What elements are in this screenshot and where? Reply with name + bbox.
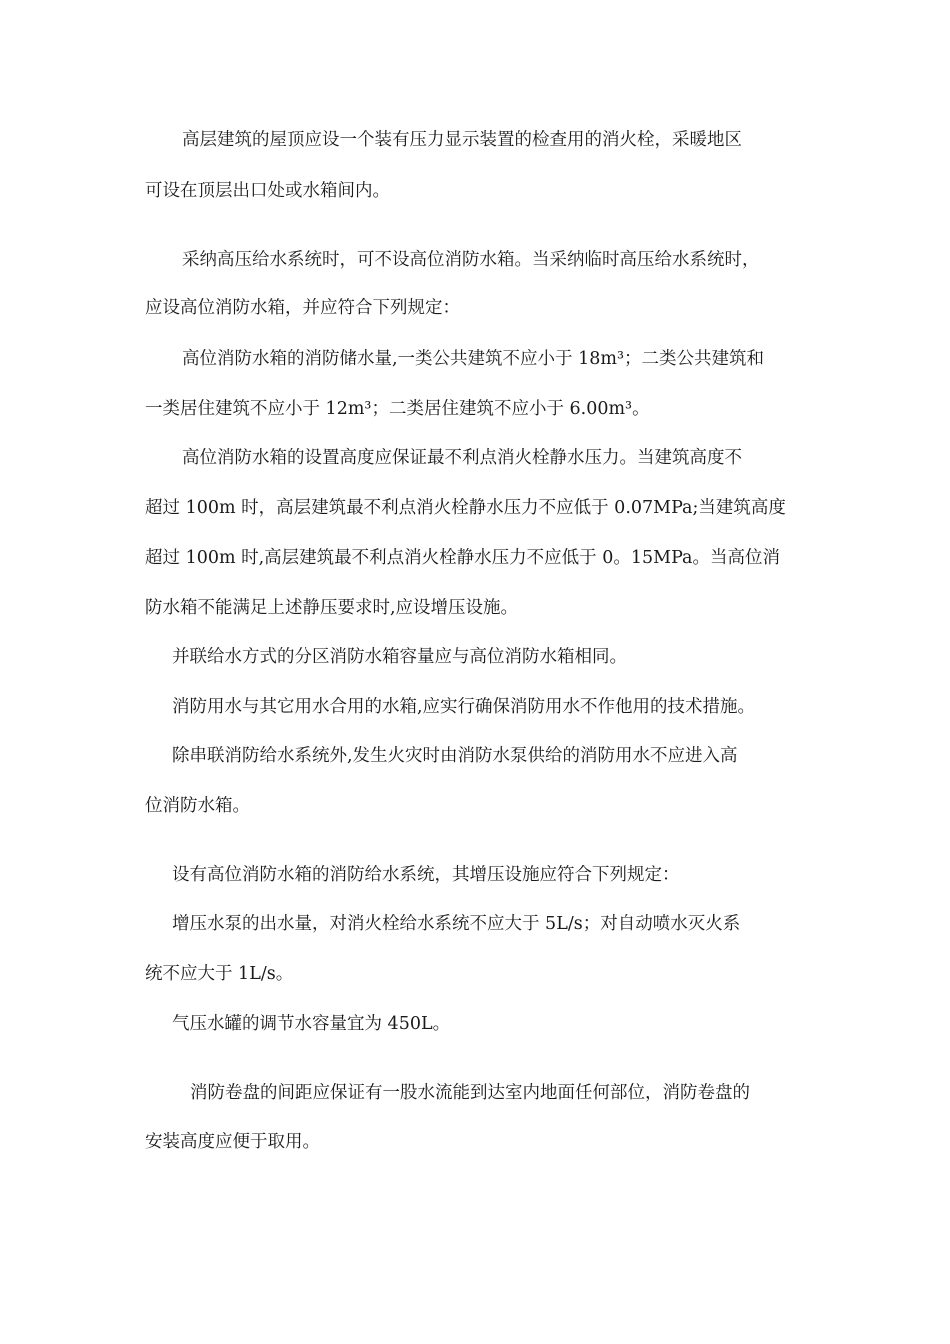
text-line: 气压水罐的调节水容量宜为 450L。	[172, 1014, 451, 1034]
text-line: 采纳高压给水系统时，可不设高位消防水箱。当采纳临时高压给水系统时，	[182, 250, 760, 270]
text-line: 高层建筑的屋顶应设一个装有压力显示装置的检查用的消火栓，采暖地区	[182, 130, 742, 150]
text-line: 并联给水方式的分区消防水箱容量应与高位消防水箱相同。	[172, 647, 627, 667]
text-line: 消防卷盘的间距应保证有一股水流能到达室内地面任何部位，消防卷盘的	[190, 1083, 750, 1103]
text-line: 消防用水与其它用水合用的水箱,应实行确保消防用水不作他用的技术措施。	[172, 697, 756, 717]
text-line: 可设在顶层出口处或水箱间内。	[145, 181, 390, 201]
text-line: 位消防水箱。	[145, 796, 250, 816]
text-line: 一类居住建筑不应小于 12m³；二类居住建筑不应小于 6.00m³。	[145, 399, 650, 419]
text-line: 防水箱不能满足上述静压要求时,应设增压设施。	[145, 598, 519, 618]
text-line: 高位消防水箱的设置高度应保证最不利点消火栓静水压力。当建筑高度不	[182, 448, 742, 468]
text-line: 高位消防水箱的消防储水量,一类公共建筑不应小于 18m³；二类公共建筑和	[182, 349, 765, 369]
text-line: 安装高度应便于取用。	[145, 1132, 320, 1152]
text-line: 设有高位消防水箱的消防给水系统，其增压设施应符合下列规定：	[172, 865, 680, 885]
text-line: 统不应大于 1L/s。	[145, 964, 294, 984]
text-line: 增压水泵的出水量，对消火栓给水系统不应大于 5L/s；对自动喷水灭火系	[172, 914, 741, 934]
text-line: 超过 100m 时，高层建筑最不利点消火栓静水压力不应低于 0.07MPa;当建筑高度	[145, 498, 786, 518]
text-line: 超过 100m 时,高层建筑最不利点消火栓静水压力不应低于 0。15MPa。当高位消	[145, 548, 780, 568]
text-line: 除串联消防给水系统外,发生火灾时由消防水泵供给的消防用水不应进入高	[172, 746, 738, 766]
text-line: 应设高位消防水箱，并应符合下列规定：	[145, 298, 460, 318]
